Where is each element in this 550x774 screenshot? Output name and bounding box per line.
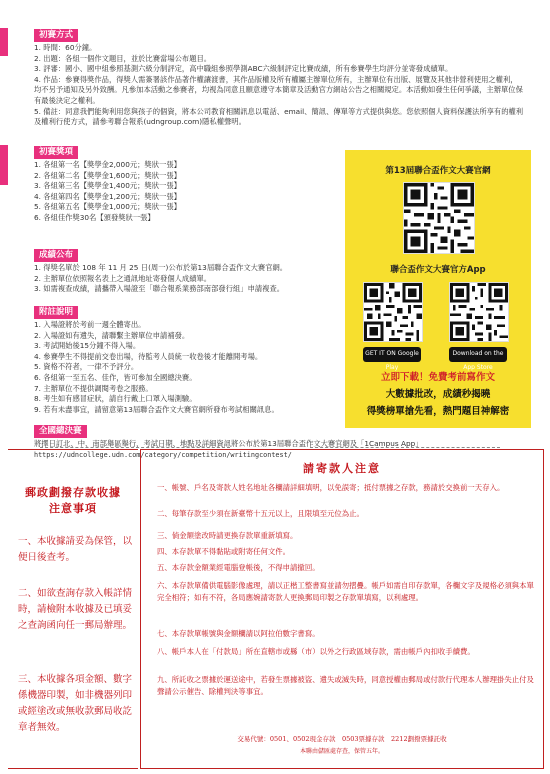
- site-title: 第13屆聯合盃作文大賽官網: [385, 166, 491, 176]
- finals-url[interactable]: https://udncollege.udn.com/category/competition/writingcontest/: [34, 450, 292, 459]
- list-item: 1. 得獎名單於 108 年 11 月 25 日(周一)公布於第13屆聯合盃作文大賽官網。: [34, 263, 288, 272]
- notice-item: 七、本存款單帳號與金額欄請以阿拉伯數字書寫。: [157, 629, 320, 638]
- section-label-rules: 初賽方式: [34, 29, 78, 42]
- list-item: 4. 參賽學生不得提前交卷出場，待監考人員統一收卷後才能離開考場。: [34, 351, 263, 361]
- list-item: 4. 各組第四名【獎學金1,200元；獎狀一張】: [34, 191, 181, 201]
- list-item: 1. 各組第一名【獎學金2,000元；獎狀一張】: [34, 160, 181, 169]
- list-item: 2. 主辦單位依照報名表上之通訊地址寄發個人成績單。: [34, 273, 212, 283]
- receipt-title: 郵政劃撥存款收據: [25, 486, 121, 499]
- app-title: 聯合盃作文大賽官方App: [390, 265, 486, 275]
- notice-item: 八、帳戶本人在「付款局」所在直轄市或縣（市）以外之行政區域存款，需由帳戶內扣收手續費。: [157, 647, 475, 656]
- finals-description: 將擇日訂北、中、南部舉區舉行，考試日期、地點及詳細資訊將公布於第13屆聯合盃作文大賽官網及「1Campus App」: [34, 439, 423, 448]
- cta-line-1: 立即下載！免費考前寫作文: [380, 372, 495, 383]
- google-play-badge[interactable]: GET IT ON Google Play: [363, 347, 421, 362]
- notice-item: 五、本存款金額業經電腦登帳後，不得申請撤回。: [157, 563, 320, 572]
- promo-panel: [345, 150, 531, 428]
- list-item: 8. 考生如有感冒症狀，請自行戴上口罩入場測驗。: [34, 394, 197, 404]
- notice-item: 六、本存款單備供電腦影像處理，請以正楷工整書寫並請勿摺疊。帳戶如需自印存款單，各欄文字及規格必須與本單完全相符；如有不符，各局應婉請寄款人更換郵局印製之存款單填寫，以利處理。: [157, 581, 534, 602]
- receipt-subtitle: 注意事項: [49, 502, 97, 515]
- list-item: 1. 時間：60分鐘。: [34, 43, 97, 52]
- section-label-finals: 全國總決賽: [34, 425, 87, 438]
- list-item: 3. 考試開始後15分鐘不得入場。: [34, 341, 141, 351]
- list-item: 4. 作品：參賽得獎作品，得獎人需簽署該作品著作權讓渡書，其作品版權及所有權屬主辦單位所有，主辦單位有出版、展覽及其他非營利使用之權利，均不另予通知及另外致酬。凡參加本活動之參賽者，均視為同意且願意遵守本簡章及活動官方網站公告之相關規定。本活動如發生任何爭議，主辦單位保有最後決定之權利。: [34, 74, 523, 105]
- depositor-notice-slip: [140, 449, 544, 769]
- ios-qr-code[interactable]: [449, 282, 509, 342]
- list-item: 1. 入場證將於考前一週全體寄出。: [34, 320, 146, 329]
- notice-item: 四、本存款單不得黏貼或附寄任何文件。: [157, 547, 291, 556]
- notice-footer: 交易代號：0501、0502現金存款 0503票據存款 2212劃撥票據託收: [237, 735, 447, 743]
- decor-strip: [0, 145, 8, 185]
- list-item: 3. 各組第三名【獎學金1,400元；獎狀一張】: [34, 181, 181, 191]
- receipt-note-item: 一、本收據請妥為保管，以便日後查考。: [18, 536, 133, 563]
- list-item: 2. 各組第二名【獎學金1,600元；獎狀一張】: [34, 170, 181, 180]
- notice-title: 請寄款人注意: [303, 462, 381, 475]
- receipt-notes-slip: [8, 449, 138, 769]
- section-label-results: 成績公布: [34, 249, 78, 262]
- cta-line-3: 得獎榜單搶先看，熱門題目神解密: [366, 406, 510, 417]
- list-item: 6. 各組第一至五名、佳作，皆可參加全國總決賽。: [34, 372, 197, 382]
- list-item: 2. 入場證如有遺失，請聯繫主辦單位申請補發。: [34, 330, 190, 340]
- section-label-awards: 初賽獎項: [34, 146, 78, 159]
- notice-item: 二、每筆存款至少須在新臺幣十五元以上，且限填至元位為止。: [157, 509, 364, 518]
- section-label-notes: 附註說明: [34, 306, 78, 319]
- list-item: 2. 出題：各組一個作文題目，並於比賽當場公布題目。: [34, 53, 212, 63]
- list-item: 5. 各組第五名【獎學金1,000元；獎狀一張】: [34, 202, 181, 212]
- android-qr-code[interactable]: [363, 282, 423, 342]
- results-list: [34, 263, 287, 295]
- awards-list: [34, 160, 181, 224]
- site-qr-code[interactable]: [403, 182, 475, 254]
- notice-item: 三、倘金額塗改時請更換存款單重新填寫。: [157, 531, 298, 540]
- list-item: 9. 若有未盡事宜，請留意第13屆聯合盃作文大賽官網所發布考試相關訊息。: [34, 404, 279, 414]
- list-item: 5. 備註：同意我們能夠利用您與孩子的個資，將本公司教育相關訊息以電話、email、簡訊、傳單等方式提供與您。您依照個人資料保護法所享有的權利及權利行使方式，請參考聯合報系(udngroup.com)隱私權聲明。: [34, 106, 524, 127]
- list-item: 3. 如需複查成績，請攜帶入場證至「聯合報系業務部南部發行組」申請複查。: [34, 284, 285, 294]
- receipt-note-item: 二、如欲查詢存款入帳詳情時，請檢附本收據及已填妥之查詢函向任一郵局辦理。: [18, 588, 133, 631]
- dashed-divider: [310, 447, 500, 448]
- notice-footer-note: 本聯由儲匯處存查，保管五年。: [299, 748, 384, 755]
- list-item: 6. 各組佳作獎30名【頒發獎狀一張】: [34, 212, 155, 222]
- receipt-note-item: 三、本收據各項金額、數字係機器印製，如非機器列印或經塗改或無收款郵局收訖章者無效。: [18, 674, 133, 733]
- app-store-badge[interactable]: Download on the App Store: [449, 347, 507, 362]
- list-item: 3. 評審：國小、國中組參照基測六級分制評定，高中職組參照學測ABC六級制評定比賽成績，所有參賽學生均評分並寄發成績單。: [34, 64, 453, 74]
- list-item: 7. 主辦單位不提供調閱考卷之服務。: [34, 383, 153, 393]
- notice-item: 九、所託收之票據於運送途中，若發生票據被盜、遺失或滅失時，同意授權由郵局或付款行代理本人辦理掛失止付及聲請公示催告、除權判決等事宜。: [157, 675, 534, 696]
- cta-line-2: 大數據批改，成績秒揭曉: [385, 389, 491, 400]
- dashed-divider: [40, 447, 230, 448]
- decor-strip: [0, 28, 8, 56]
- notes-list: [34, 320, 279, 415]
- rules-list: [34, 43, 524, 128]
- notice-item: 一、帳號、戶名及寄款人姓名地址各欄請詳細填明，以免誤寄；抵付票據之存款，務請於交換前一天存入。: [157, 483, 505, 492]
- list-item: 5. 資格不符者，一律不予評分。: [34, 362, 139, 372]
